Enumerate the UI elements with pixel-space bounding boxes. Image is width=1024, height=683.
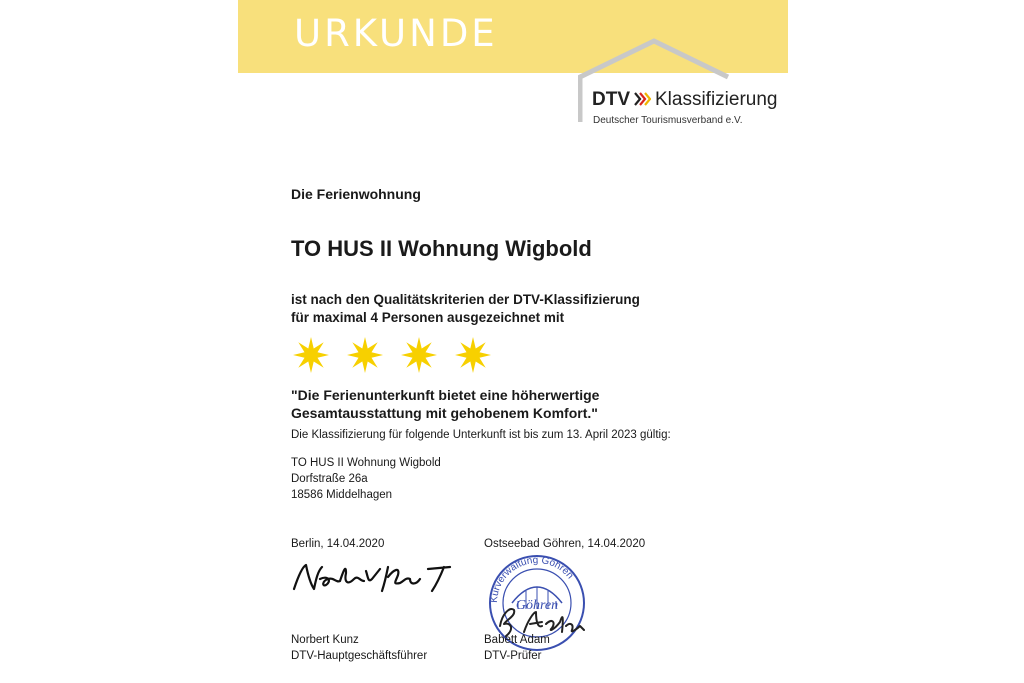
star-icon: [454, 336, 492, 374]
criteria-line: für maximal 4 Personen ausgezeichnet mit: [291, 310, 565, 325]
certificate-intro: Die Ferienwohnung: [291, 186, 421, 202]
address-line: Dorfstraße 26a: [291, 473, 368, 485]
criteria-line: ist nach den Qualitätskriterien der DTV-Klassifizierung: [291, 292, 640, 307]
star-icon: [292, 336, 330, 374]
seal-center-text: Göhren: [515, 598, 559, 613]
criteria-text: [291, 291, 640, 327]
validity-text: Die Klassifizierung für folgende Unterkunft ist bis zum 13. April 2023 gültig:: [291, 429, 671, 441]
quote-line: Gesamtausstattung mit gehobenem Komfort.": [291, 405, 598, 421]
star-icon: [346, 336, 384, 374]
property-name: TO HUS II Wohnung Wigbold: [291, 236, 592, 261]
certificate-title: URKUNDE: [294, 12, 498, 55]
logo-org: Deutscher Tourismusverband e.V.: [593, 115, 743, 126]
chevrons-icon: [633, 91, 651, 107]
logo-brand: DTV: [592, 89, 630, 110]
star-icon: [400, 336, 438, 374]
dtv-logo: [578, 37, 798, 132]
signer-left: [291, 632, 427, 664]
signer-name: Babett Adam: [484, 634, 550, 646]
address-line: TO HUS II Wohnung Wigbold: [291, 457, 441, 469]
signer-name: Norbert Kunz: [291, 634, 359, 646]
place-date-left: Berlin, 14.04.2020: [291, 538, 385, 550]
logo-name: Klassifizierung: [655, 89, 778, 110]
signature-left: [288, 555, 458, 600]
address-line: 18586 Middelhagen: [291, 489, 393, 501]
signer-role: DTV-Prüfer: [484, 650, 542, 662]
quote-line: "Die Ferienunterkunft bietet eine höherwertige: [291, 387, 600, 403]
rating-quote: [291, 386, 599, 422]
seal-arc-text: Kurverwaltung Göhren: [488, 554, 576, 604]
signer-role: DTV-Hauptgeschäftsführer: [291, 650, 428, 662]
property-address: [291, 455, 441, 503]
logo-wordmark: [592, 89, 778, 111]
place-date-right: Ostseebad Göhren, 14.04.2020: [484, 538, 646, 550]
signer-right: [484, 632, 550, 664]
